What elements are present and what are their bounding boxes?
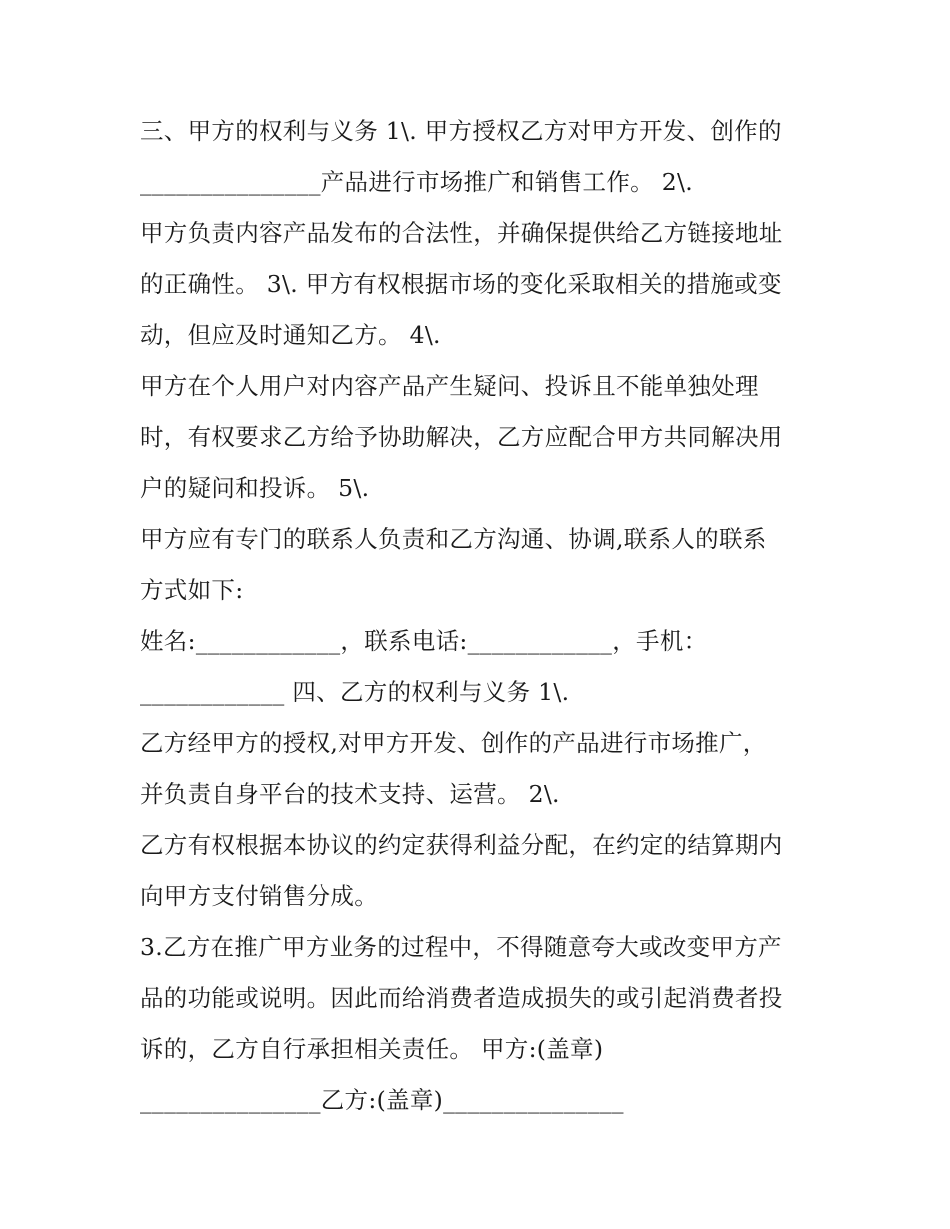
- text-line: 乙方经甲方的授权,对甲方开发、创作的产品进行市场推广，: [140, 729, 767, 757]
- text-line: ____________ 四、乙方的权利与义务 1\.: [140, 678, 570, 706]
- text-line: 3.乙方在推广甲方业务的过程中，不得随意夸大或改变甲方产: [140, 933, 782, 961]
- text-line: 甲方负责内容产品发布的合法性，并确保提供给乙方链接地址: [140, 219, 783, 247]
- text-line: 方式如下:: [140, 576, 244, 604]
- text-line: 动，但应及时通知乙方。 4\.: [140, 321, 441, 349]
- text-line: 甲方在个人用户对内容产品产生疑问、投诉且不能单独处理: [140, 372, 759, 400]
- text-line: 向甲方支付销售分成。: [140, 882, 378, 910]
- text-line: 户的疑问和投诉。 5\.: [140, 474, 370, 502]
- text-line: 甲方应有专门的联系人负责和乙方沟通、协调,联系人的联系: [140, 525, 767, 553]
- signature-line: _______________乙方:(盖章)_______________: [140, 1086, 624, 1114]
- text-line: 的正确性。 3\. 甲方有权根据市场的变化采取相关的措施或变: [140, 270, 782, 298]
- text-line: 三、甲方的权利与义务 1\. 甲方授权乙方对甲方开发、创作的: [140, 117, 782, 145]
- contact-line: 姓名:____________，联系电话:____________，手机：: [140, 627, 708, 655]
- text-line: 品的功能或说明。因此而给消费者造成损失的或引起消费者投: [140, 984, 783, 1012]
- text-line: 时，有权要求乙方给予协助解决，乙方应配合甲方共同解决用: [140, 423, 783, 451]
- text-line: 并负责自身平台的技术支持、运营。 2\.: [140, 780, 560, 808]
- text-line: 诉的，乙方自行承担相关责任。 甲方:(盖章): [140, 1035, 604, 1063]
- text-line: _______________产品进行市场推广和销售工作。 2\.: [140, 168, 693, 196]
- text-line: 乙方有权根据本协议的约定获得利益分配，在约定的结算期内: [140, 831, 783, 859]
- document-body: [140, 112, 820, 1132]
